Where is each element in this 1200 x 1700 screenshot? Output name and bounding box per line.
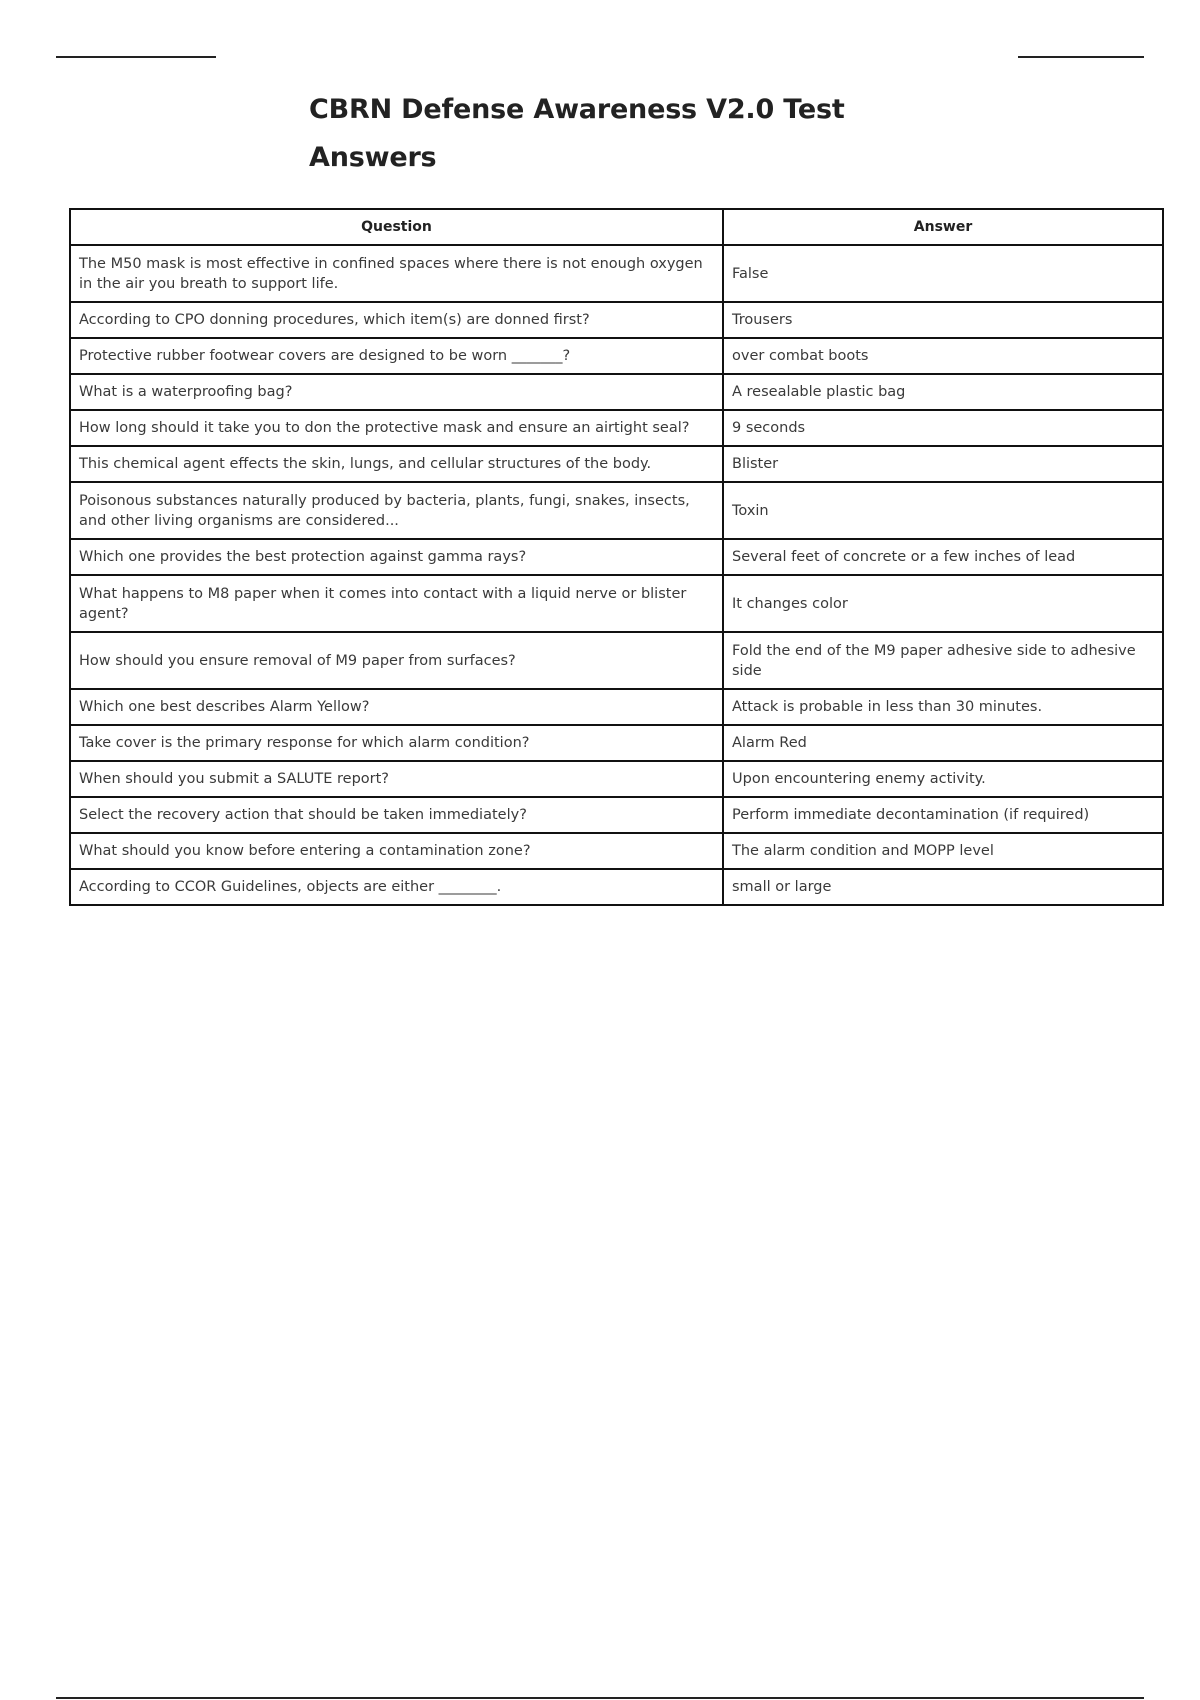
table-row xyxy=(70,575,1163,632)
table-row xyxy=(70,725,1163,761)
question-cell: This chemical agent effects the skin, lungs, and cellular structures of the body. xyxy=(70,446,723,482)
table-row xyxy=(70,446,1163,482)
answer-cell: Attack is probable in less than 30 minutes. xyxy=(723,689,1163,725)
table-row xyxy=(70,797,1163,833)
question-cell: Select the recovery action that should be taken immediately? xyxy=(70,797,723,833)
table-row xyxy=(70,833,1163,869)
answer-cell: 9 seconds xyxy=(723,410,1163,446)
question-cell: Which one provides the best protection against gamma rays? xyxy=(70,539,723,575)
table-row xyxy=(70,410,1163,446)
answer-cell: Toxin xyxy=(723,482,1163,539)
table-row xyxy=(70,302,1163,338)
question-cell: According to CPO donning procedures, which item(s) are donned first? xyxy=(70,302,723,338)
header-rule-left xyxy=(56,56,216,58)
answer-cell: Several feet of concrete or a few inches of lead xyxy=(723,539,1163,575)
qa-table xyxy=(69,208,1164,906)
table-row xyxy=(70,482,1163,539)
answer-cell: A resealable plastic bag xyxy=(723,374,1163,410)
column-header-answer: Answer xyxy=(723,209,1163,245)
table-row xyxy=(70,761,1163,797)
table-row xyxy=(70,374,1163,410)
footer-rule xyxy=(56,1697,1144,1699)
table-row xyxy=(70,869,1163,905)
answer-cell: Perform immediate decontamination (if required) xyxy=(723,797,1163,833)
answer-cell: The alarm condition and MOPP level xyxy=(723,833,1163,869)
table-row xyxy=(70,539,1163,575)
title-line-2: Answers xyxy=(309,142,437,173)
question-cell: When should you submit a SALUTE report? xyxy=(70,761,723,797)
title-line-1: CBRN Defense Awareness V2.0 Test xyxy=(309,94,845,125)
question-cell: What is a waterproofing bag? xyxy=(70,374,723,410)
question-cell: According to CCOR Guidelines, objects are either ________. xyxy=(70,869,723,905)
answer-cell: small or large xyxy=(723,869,1163,905)
table-row xyxy=(70,245,1163,302)
question-cell: What should you know before entering a contamination zone? xyxy=(70,833,723,869)
answer-cell: It changes color xyxy=(723,575,1163,632)
answer-cell: Upon encountering enemy activity. xyxy=(723,761,1163,797)
table-row xyxy=(70,689,1163,725)
header-rule-right xyxy=(1018,56,1144,58)
question-cell: Protective rubber footwear covers are designed to be worn _______? xyxy=(70,338,723,374)
answer-cell: over combat boots xyxy=(723,338,1163,374)
question-cell: Which one best describes Alarm Yellow? xyxy=(70,689,723,725)
column-header-question: Question xyxy=(70,209,723,245)
answer-cell: Fold the end of the M9 paper adhesive side to adhesive side xyxy=(723,632,1163,689)
page-title xyxy=(309,86,909,182)
answer-cell: Trousers xyxy=(723,302,1163,338)
question-cell: How should you ensure removal of M9 paper from surfaces? xyxy=(70,632,723,689)
table-header-row xyxy=(70,209,1163,245)
table-row xyxy=(70,632,1163,689)
question-cell: What happens to M8 paper when it comes into contact with a liquid nerve or blister agent? xyxy=(70,575,723,632)
table-row xyxy=(70,338,1163,374)
answer-cell: Blister xyxy=(723,446,1163,482)
question-cell: How long should it take you to don the protective mask and ensure an airtight seal? xyxy=(70,410,723,446)
question-cell: The M50 mask is most effective in confined spaces where there is not enough oxygen in the air you breath to support life. xyxy=(70,245,723,302)
question-cell: Poisonous substances naturally produced by bacteria, plants, fungi, snakes, insects, and other living organisms are considered... xyxy=(70,482,723,539)
answer-cell: False xyxy=(723,245,1163,302)
question-cell: Take cover is the primary response for which alarm condition? xyxy=(70,725,723,761)
answer-cell: Alarm Red xyxy=(723,725,1163,761)
